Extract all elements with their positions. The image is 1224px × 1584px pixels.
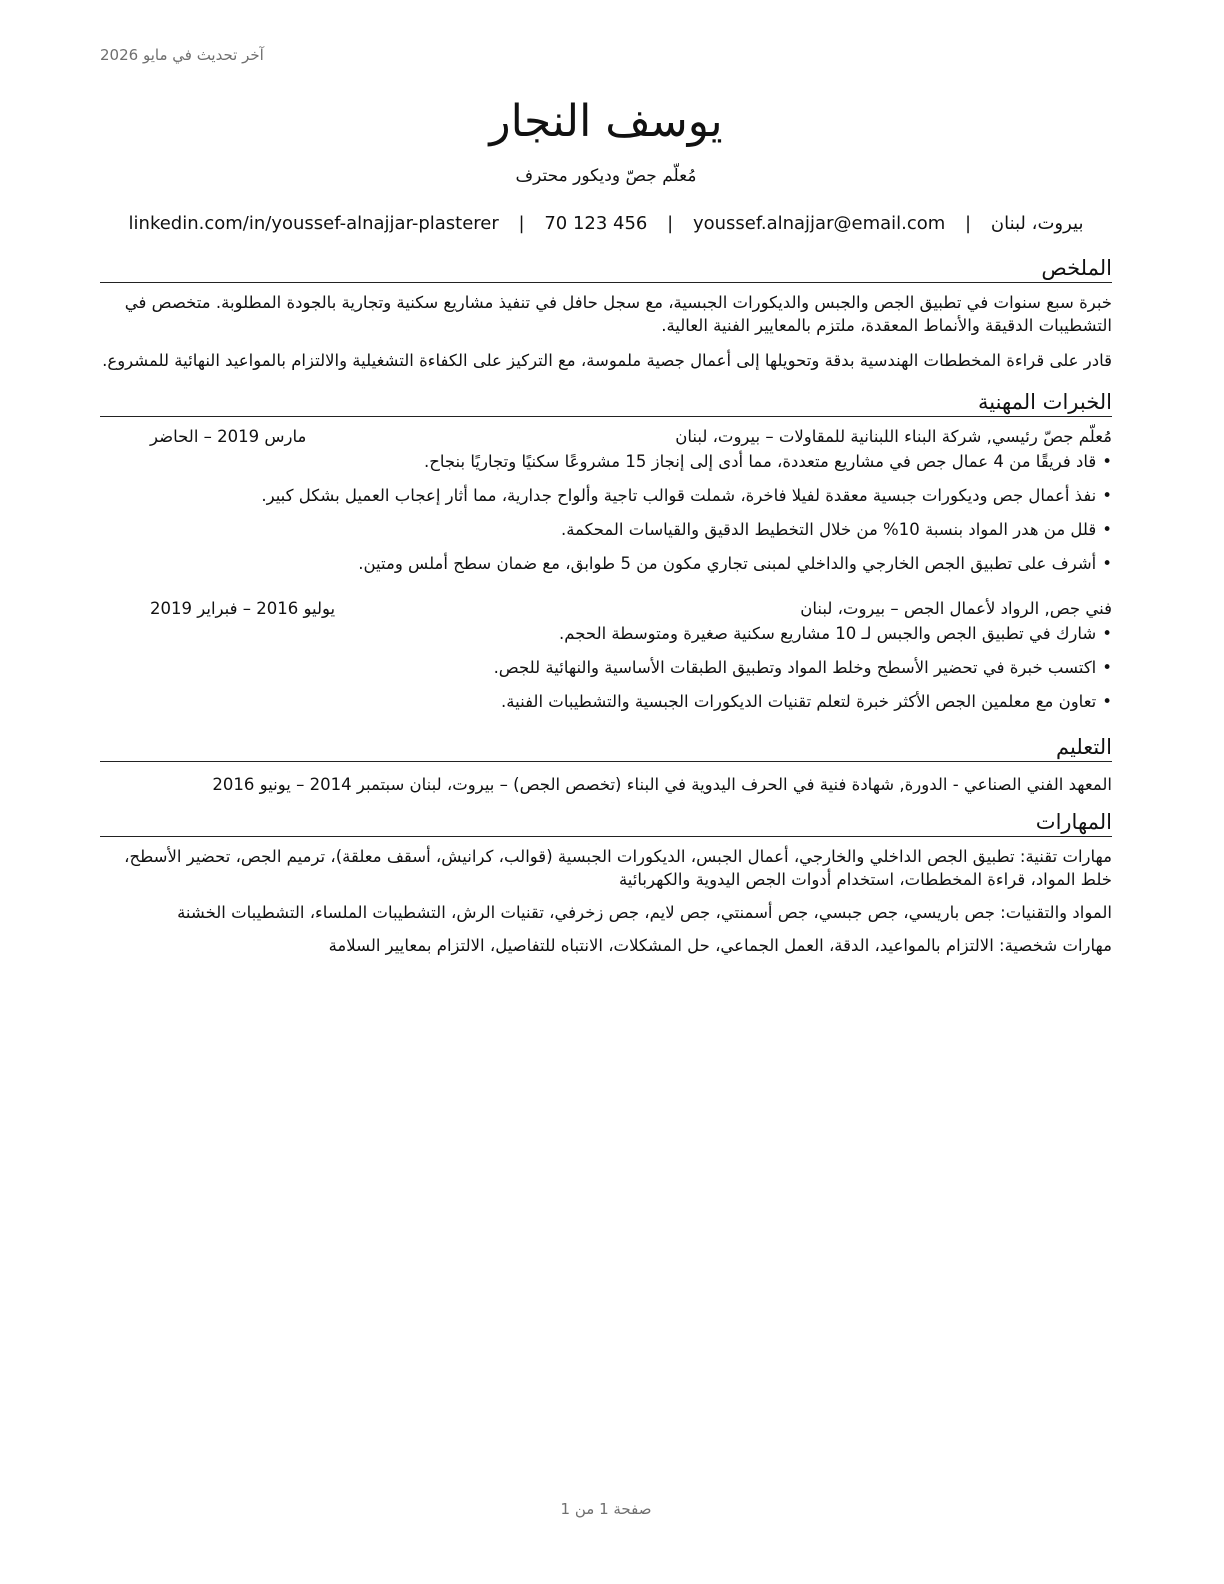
section-heading-education: التعليم xyxy=(100,733,1112,762)
job-bullet: •قاد فريقًا من 4 عمال جص في مشاريع متعددة، مما أدى إلى إنجاز 15 مشروعًا سكنيًا وتجاريًا بنجاح. xyxy=(423,452,1112,471)
contact-separator: | xyxy=(667,213,674,234)
job-bullets xyxy=(100,622,1112,713)
page-indicator: صفحة 1 من 1 xyxy=(560,1500,652,1518)
job-bullet: •أشرف على تطبيق الجص الخارجي والداخلي لمبنى تجاري مكون من 5 طوابق، مع ضمان سطح أملس ومتين. xyxy=(358,554,1112,573)
contact-line xyxy=(100,211,1112,237)
job-dates: يوليو 2016 – فبراير 2019 xyxy=(150,599,336,618)
job-bullet: •نفذ أعمال جص وديكورات جبسية معقدة لفيلا فاخرة، شملت قوالب تاجية وألواح جدارية، مما أثار إعجاب العميل بشكل كبير. xyxy=(261,486,1112,505)
section-heading-summary: الملخص xyxy=(100,254,1112,283)
skill-line: مهارات تقنية: تطبيق الجص الداخلي والخارجي، أعمال الجبس، الديكورات الجبسية (قوالب، كرانيش، أسقف معلقة)، ترميم الجص، تحضير الأسطح، خلط المواد، قراءة المخططات، استخدام أدوات الجص اليدوية والكهربائية xyxy=(124,847,1112,889)
job-header xyxy=(100,425,1112,448)
job-role-company: مُعلّم جصّ رئيسي, شركة البناء اللبنانية للمقاولات – بيروت، لبنان xyxy=(675,427,1112,446)
job-role-company: فني جص, الرواد لأعمال الجص – بيروت، لبنان xyxy=(800,599,1112,618)
job-bullet: •شارك في تطبيق الجص والجبس لـ 10 مشاريع سكنية صغيرة ومتوسطة الحجم. xyxy=(559,624,1112,643)
job-bullet: •تعاون مع معلمين الجص الأكثر خبرة لتعلم تقنيات الديكورات الجبسية والتشطيبات الفنية. xyxy=(501,692,1112,711)
job-entry xyxy=(100,425,1112,575)
candidate-name: يوسف النجار xyxy=(489,96,723,147)
job-entry xyxy=(100,597,1112,713)
contact-location: بيروت، لبنان xyxy=(990,213,1084,234)
candidate-title: مُعلّم جصّ وديكور محترف xyxy=(515,166,697,186)
section-heading-experience: الخبرات المهنية xyxy=(100,388,1112,417)
skill-line: مهارات شخصية: الالتزام بالمواعيد، الدقة، العمل الجماعي، حل المشكلات، الانتباه للتفاصيل، الالتزام بمعايير السلامة xyxy=(328,936,1112,955)
resume-page xyxy=(100,0,1112,957)
contact-phone: 70 123 456 xyxy=(544,213,648,234)
education-entry: المعهد الفني الصناعي - الدورة, شهادة فنية في الحرف اليدوية في البناء (تخصص الجص) – بيروت، لبنان سبتمبر 2014 – يونيو 2016 xyxy=(212,775,1112,794)
summary-paragraph: قادر على قراءة المخططات الهندسية بدقة وتحويلها إلى أعمال جصية ملموسة، مع التركيز على الكفاءة التشغيلية والالتزام بالمواعيد النهائية للمشروع. xyxy=(102,351,1112,370)
job-dates: مارس 2019 – الحاضر xyxy=(150,427,307,446)
summary-paragraph: خبرة سبع سنوات في تطبيق الجص والجبس والديكورات الجبسية، مع سجل حافل في تنفيذ مشاريع سكنية وتجارية بالجودة المطلوبة. متخصص في التشطيبات الدقيقة والأنماط المعقدة، ملتزم بالمعايير الفنية العالية. xyxy=(124,293,1112,335)
job-bullets xyxy=(100,450,1112,575)
section-heading-skills: المهارات xyxy=(100,808,1112,837)
job-header xyxy=(100,597,1112,620)
skill-line: المواد والتقنيات: جص باريسي، جص جبسي، جص أسمنتي، جص لايم، جص زخرفي، تقنيات الرش، التشطيبات الملساء، التشطيبات الخشنة xyxy=(177,903,1112,922)
job-bullet: •قلل من هدر المواد بنسبة 10% من خلال التخطيط الدقيق والقياسات المحكمة. xyxy=(560,520,1112,539)
contact-separator: | xyxy=(518,213,525,234)
contact-email[interactable]: youssef.alnajjar@email.com xyxy=(692,213,946,234)
contact-separator: | xyxy=(965,213,972,234)
job-bullet: •اكتسب خبرة في تحضير الأسطح وخلط المواد وتطبيق الطبقات الأساسية والنهائية للجص. xyxy=(493,658,1112,677)
last-updated-note: آخر تحديث في مايو 2026 xyxy=(100,46,264,64)
contact-linkedin[interactable]: linkedin.com/in/youssef-alnajjar-plasterer xyxy=(128,213,499,234)
